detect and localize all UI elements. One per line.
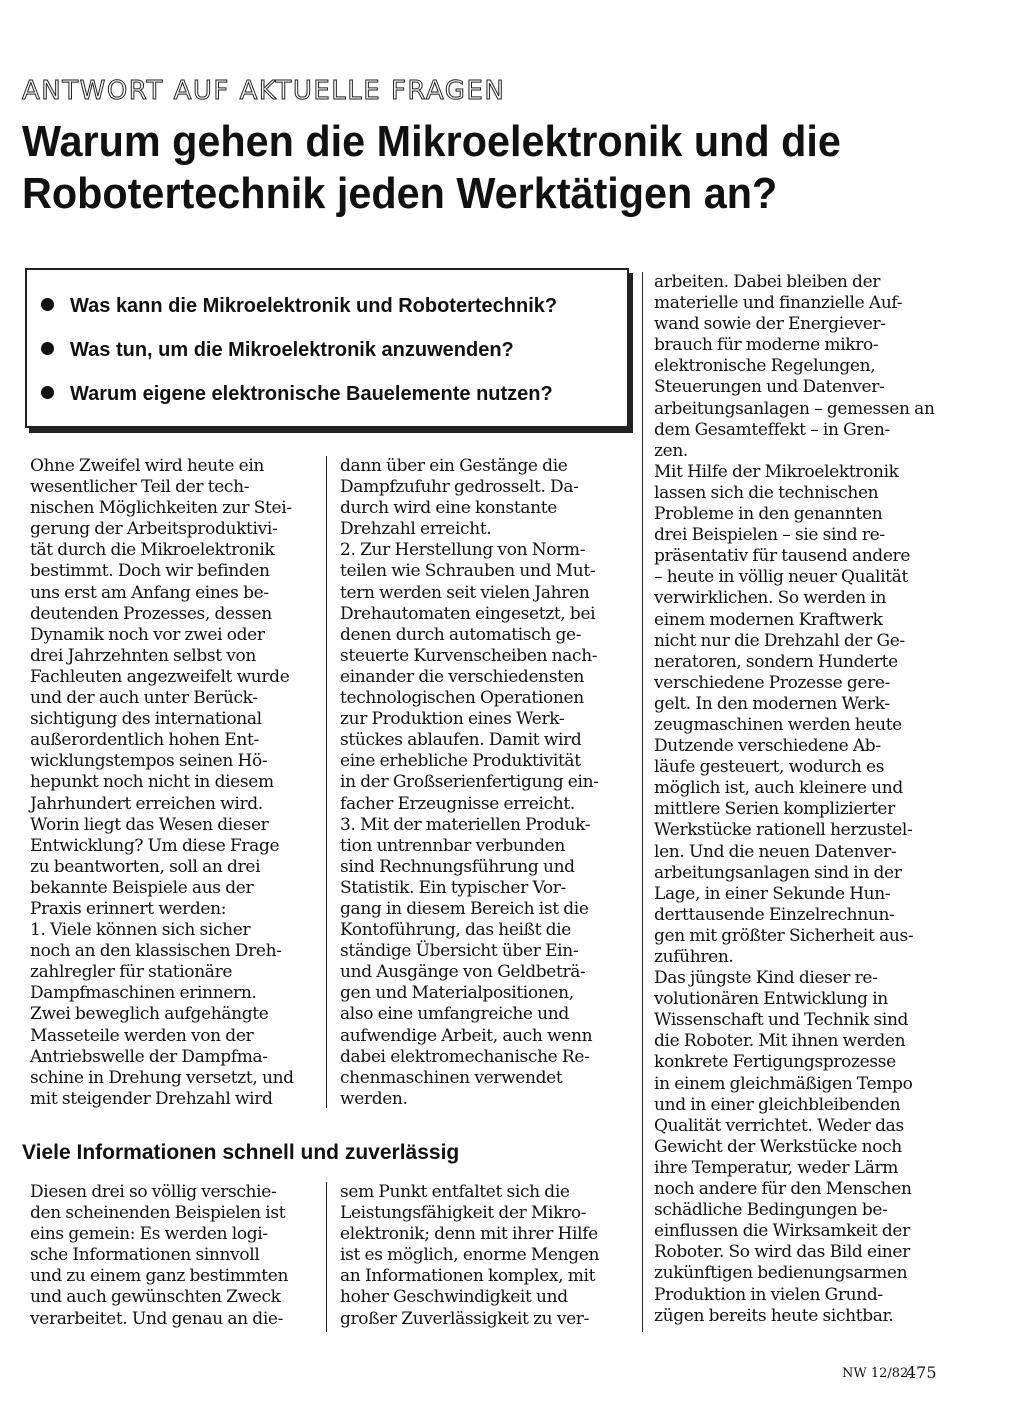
question-text: Warum eigene elektronische Bauelemente nutzen? [70,383,553,405]
column-rule [326,1182,327,1332]
column-rule [642,272,643,1332]
body-column-2: dann über ein Gestänge die Dampfzufuhr gedrosselt. Da- durch wird eine konstante Drehzahl erreicht. 2. Zur Herstellung von Norm- teilen wie Schrauben und Mut- tern werden seit vielen Jahren Drehautomaten eingesetzt, bei denen durch automatisch ge- steuerte Kurvenscheiben nach- einander die verschiedensten technologischen Operationen zur Produktion eines Werk- stückes ablaufen. Damit wird eine erhebliche Produktivität in der Großserienfertigung ein- facher Erzeugnisse erreicht. 3. Mit der materiellen Produk- tion untrennbar verbunden sind Rechnungsführung und Statistik. Ein typischer Vor- gang in diesem Bereich ist die Kontoführung, das heißt die ständige Übersicht über Ein- und Ausgänge von Geldbeträ- gen und Materialpositionen, also eine umfangreiche und aufwendige Arbeit, auch wenn dabei elektromechanische Re- chenmaschinen verwendet werden. [340,456,599,1109]
bullet-icon [41,386,54,399]
body-column-2-lower: sem Punkt entfaltet sich die Leistungsfähigkeit der Mikro- elektronik; denn mit ihrer Hilfe ist es möglich, enorme Mengen an Informationen komplex, mit hoher Geschwindigkeit und großer Zuverlässigkeit zu ver- [340,1182,600,1329]
question-item [41,294,557,318]
question-text: Was kann die Mikroelektronik und Robotertechnik? [70,295,558,317]
question-text: Was tun, um die Mikroelektronik anzuwenden? [70,339,514,361]
headline-line-1: Warum gehen die Mikroelektronik und die [22,117,841,166]
question-item [41,382,553,406]
body-column-1-lower: Diesen drei so völlig verschie- den scheinenden Beispielen ist eins gemein: Es werden logi- sche Informationen sinnvoll und zu einem ganz bestimmten und auch gewünschten Zweck verarbeitet. Und genau an die- [30,1182,289,1329]
question-item [41,338,514,362]
bullet-icon [41,298,54,311]
article-headline [22,116,953,220]
page-number: 475 [906,1363,937,1382]
section-kicker: ANTWORT AUF AKTUELLE FRAGEN [22,76,506,106]
body-column-3: arbeiten. Dabei bleiben der materielle und finanzielle Auf- wand sowie der Energiever- brauch für moderne mikro- elektronische Regelungen, Steuerungen und Datenver- arbeitungsanlagen – gemessen an dem Gesamteffekt – in Gren- zen. Mit Hilfe der Mikroelektronik lassen sich die technischen Probleme in den genannten drei Beispielen – sie sind re- präsentativ für tausend andere – heute in völlig neuer Qualität verwirklichen. So werden in einem modernen Kraftwerk nicht nur die Drehzahl der Ge- neratoren, sondern Hunderte verschiedene Prozesse gere- gelt. In den modernen Werk- zeugmaschinen werden heute Dutzende verschiedene Ab- läufe gesteuert, wodurch es möglich ist, auch kleinere und mittlere Serien komplizierter Werkstücke rationell herzustel- len. Und die neuen Datenver- arbeitungsanlagen sind in der Lage, in einer Sekunde Hun- derttausende Einzelrechnun- gen mit größter Sicherheit aus- zuführen. Das jüngste Kind dieser re- volutionären Entwicklung in Wissenschaft und Technik sind die Roboter. Mit ihnen werden konkrete Fertigungsprozesse in einem gleichmäßigen Tempo und in einer gleichbleibenden Qualität verrichtet. Weder das Gewicht der Werkstücke noch ihre Temperatur, weder Lärm noch andere für den Menschen schädliche Bedingungen be- einflussen die Wirksamkeit der Roboter. So wird das Bild einer zukünftigen bedienungsarmen Produktion in vielen Grund- zügen bereits heute sichtbar. [654,272,935,1326]
headline-line-2: Robotertechnik jeden Werktätigen an? [22,169,778,218]
bullet-icon [41,342,54,355]
subheading: Viele Informationen schnell und zuverlässig [22,1141,460,1164]
issue-number: NW 12/82 [842,1366,909,1381]
body-column-1: Ohne Zweifel wird heute ein wesentlicher Teil der tech- nischen Möglichkeiten zur Stei- gerung der Arbeitsproduktivi- tät durch die Mikroelektronik bestimmt. Doch wir befinden uns erst am Anfang eines be- deutenden Prozesses, dessen Dynamik noch vor zwei oder drei Jahrzehnten selbst von Fachleuten angezweifelt wurde und der auch unter Berück- sichtigung des international außerordentlich hohen Ent- wicklungstempos seinen Hö- hepunkt noch nicht in diesem Jahrhundert erreichen wird. Worin liegt das Wesen dieser Entwicklung? Um diese Frage zu beantworten, soll an drei bekannte Beispiele aus der Praxis erinnert werden: 1. Viele können sich sicher noch an den klassischen Dreh- zahlregler für stationäre Dampfmaschinen erinnern. Zwei beweglich aufgehängte Masseteile werden von der Antriebswelle der Dampfma- schine in Drehung versetzt, und mit steigender Drehzahl wird [30,456,294,1109]
key-questions-box [25,268,629,428]
column-rule [326,456,327,1108]
